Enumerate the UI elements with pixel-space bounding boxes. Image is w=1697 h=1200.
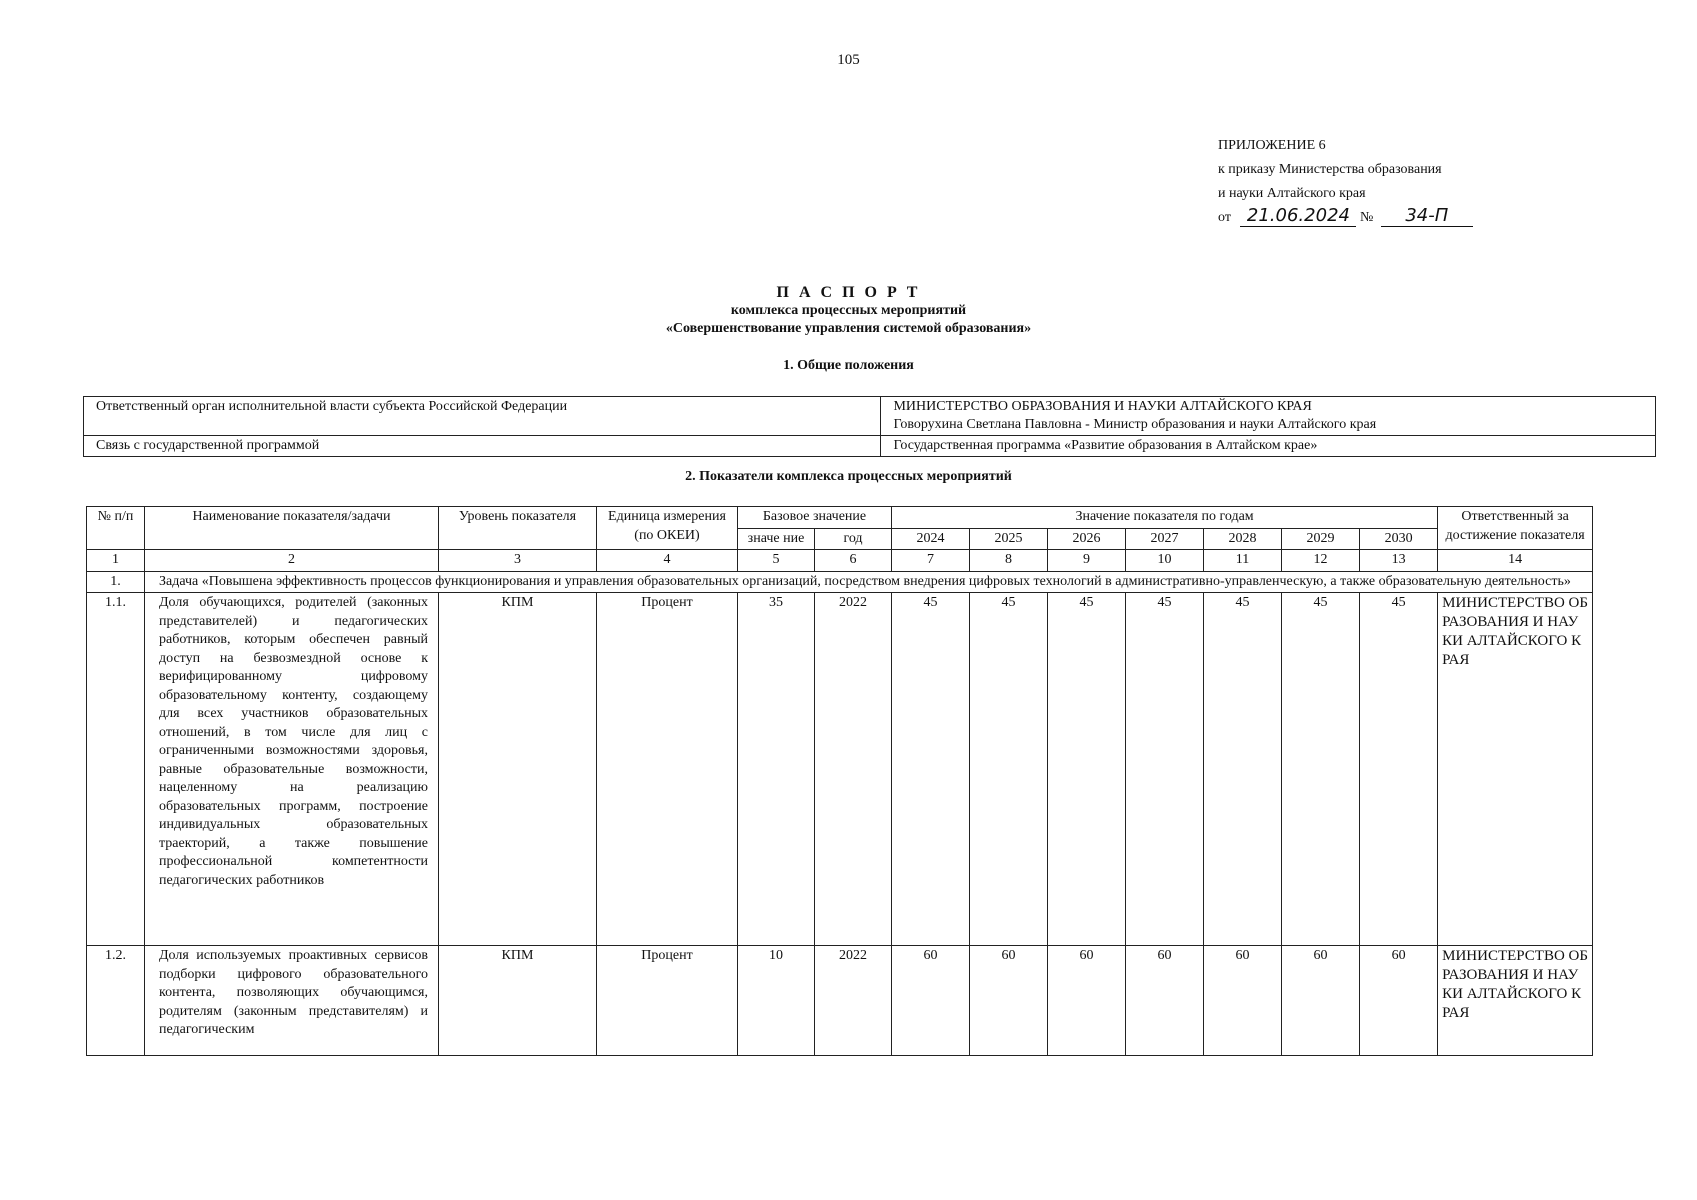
column-number: 4 bbox=[597, 550, 738, 572]
ministry-name: МИНИСТЕРСТВО ОБРАЗОВАНИЯ И НАУКИ АЛТАЙСКОГО КРАЯ bbox=[893, 399, 1312, 414]
table-row bbox=[84, 436, 1656, 457]
year-value: 45 bbox=[970, 593, 1048, 946]
from-label: от bbox=[1218, 210, 1231, 225]
responsible-body-label: Ответственный орган исполнительной власти субъекта Российской Федерации bbox=[84, 397, 881, 436]
column-number: 11 bbox=[1204, 550, 1282, 572]
row-num: 1.1. bbox=[87, 593, 145, 946]
year-value: 60 bbox=[1048, 946, 1126, 1056]
year-value: 60 bbox=[892, 946, 970, 1056]
indicator-level: КПМ bbox=[439, 946, 597, 1056]
passport-heading bbox=[0, 284, 1697, 338]
column-number: 3 bbox=[439, 550, 597, 572]
base-value: 10 bbox=[738, 946, 815, 1056]
column-number: 10 bbox=[1126, 550, 1204, 572]
program-link-value: Государственная программа «Развитие образования в Алтайском крае» bbox=[881, 436, 1656, 457]
column-number: 1 bbox=[87, 550, 145, 572]
header-row bbox=[87, 507, 1593, 529]
passport-name: «Совершенствование управления системой образования» bbox=[665, 321, 1032, 336]
column-number: 9 bbox=[1048, 550, 1126, 572]
header-year: 2028 bbox=[1204, 528, 1282, 550]
column-number: 12 bbox=[1282, 550, 1360, 572]
appendix-line-1: к приказу Министерства образования bbox=[1218, 162, 1442, 177]
responsible-org: МИНИСТЕРСТВО ОБРАЗОВАНИЯ И НАУКИ АЛТАЙСКОГО КРАЯ bbox=[1438, 593, 1593, 946]
appendix-order-line bbox=[1218, 206, 1473, 230]
header-base-value: значе ние bbox=[738, 528, 815, 550]
responsible-body-value bbox=[881, 397, 1656, 436]
task-row bbox=[87, 571, 1593, 593]
header-responsible: Ответственный за достижение показателя bbox=[1438, 507, 1593, 550]
page-number: 105 bbox=[837, 52, 860, 68]
year-value: 45 bbox=[1126, 593, 1204, 946]
year-value: 60 bbox=[1126, 946, 1204, 1056]
section-2-title: 2. Показатели комплекса процессных мероприятий bbox=[685, 469, 1012, 484]
year-value: 60 bbox=[1360, 946, 1438, 1056]
header-year: 2024 bbox=[892, 528, 970, 550]
year-value: 45 bbox=[892, 593, 970, 946]
header-by-years: Значение показателя по годам bbox=[892, 507, 1438, 529]
column-numbers-row bbox=[87, 550, 1593, 572]
passport-subtitle: комплекса процессных мероприятий bbox=[730, 303, 967, 318]
base-value: 35 bbox=[738, 593, 815, 946]
number-label: № bbox=[1359, 210, 1374, 225]
header-year: 2030 bbox=[1360, 528, 1438, 550]
indicator-unit: Процент bbox=[597, 946, 738, 1056]
indicator-name: Доля используемых проактивных сервисов подборки цифрового образовательного контента, позволяющих обучающимся, родителям (законным представителям) и педагогическим bbox=[145, 946, 439, 1056]
order-date: 21.06.2024 bbox=[1240, 206, 1356, 227]
column-number: 14 bbox=[1438, 550, 1593, 572]
column-number: 6 bbox=[815, 550, 892, 572]
year-value: 60 bbox=[1282, 946, 1360, 1056]
year-value: 45 bbox=[1204, 593, 1282, 946]
responsible-org: МИНИСТЕРСТВО ОБРАЗОВАНИЯ И НАУКИ АЛТАЙСКОГО КРАЯ bbox=[1438, 946, 1593, 1056]
header-unit: Единица измерения (по ОКЕИ) bbox=[597, 507, 738, 550]
year-value: 45 bbox=[1360, 593, 1438, 946]
appendix-block bbox=[1218, 134, 1473, 230]
order-number: 34-П bbox=[1381, 206, 1473, 227]
appendix-title: ПРИЛОЖЕНИЕ 6 bbox=[1218, 138, 1326, 153]
task-text: Задача «Повышена эффективность процессов функционирования и управления образовательных организаций, посредством внедрения цифровых технологий в административно-управленческую, а также образовательную деятельность» bbox=[145, 571, 1593, 593]
header-base: Базовое значение bbox=[738, 507, 892, 529]
indicator-unit: Процент bbox=[597, 593, 738, 946]
header-name: Наименование показателя/задачи bbox=[145, 507, 439, 550]
column-number: 13 bbox=[1360, 550, 1438, 572]
minister-name: Говорухина Светлана Павловна - Министр образования и науки Алтайского края bbox=[893, 417, 1377, 432]
program-link-label: Связь с государственной программой bbox=[84, 436, 881, 457]
year-value: 60 bbox=[1204, 946, 1282, 1056]
header-year: 2026 bbox=[1048, 528, 1126, 550]
task-num: 1. bbox=[87, 571, 145, 593]
year-value: 60 bbox=[970, 946, 1048, 1056]
base-year: 2022 bbox=[815, 593, 892, 946]
table-row bbox=[87, 946, 1593, 1056]
appendix-line-2: и науки Алтайского края bbox=[1218, 186, 1366, 201]
indicator-level: КПМ bbox=[439, 593, 597, 946]
indicators-table bbox=[86, 506, 1593, 1056]
header-year: 2027 bbox=[1126, 528, 1204, 550]
column-number: 7 bbox=[892, 550, 970, 572]
column-number: 8 bbox=[970, 550, 1048, 572]
table-row bbox=[84, 397, 1656, 436]
passport-title: П А С П О Р Т bbox=[776, 284, 921, 301]
year-value: 45 bbox=[1282, 593, 1360, 946]
column-number: 2 bbox=[145, 550, 439, 572]
year-value: 45 bbox=[1048, 593, 1126, 946]
general-provisions-table bbox=[83, 396, 1656, 457]
header-num: № п/п bbox=[87, 507, 145, 550]
header-level: Уровень показателя bbox=[439, 507, 597, 550]
header-year: 2025 bbox=[970, 528, 1048, 550]
row-num: 1.2. bbox=[87, 946, 145, 1056]
header-year: 2029 bbox=[1282, 528, 1360, 550]
base-year: 2022 bbox=[815, 946, 892, 1056]
table-row bbox=[87, 593, 1593, 946]
indicator-name: Доля обучающихся, родителей (законных представителей) и педагогических работников, которым обеспечен равный доступ на безвозмездной основе к верифицированному цифровому образовательному контенту, создающему для всех участников образовательных отношений, в том числе для лиц с ограниченными возможностями здоровья, равные образовательные возможности, нацеленному на реализацию образовательных программ, построение индивидуальных образовательных траекторий, а также повышение профессиональной компетентности педагогических работников bbox=[145, 593, 439, 946]
column-number: 5 bbox=[738, 550, 815, 572]
header-base-year: год bbox=[815, 528, 892, 550]
section-1-title: 1. Общие положения bbox=[783, 358, 914, 373]
